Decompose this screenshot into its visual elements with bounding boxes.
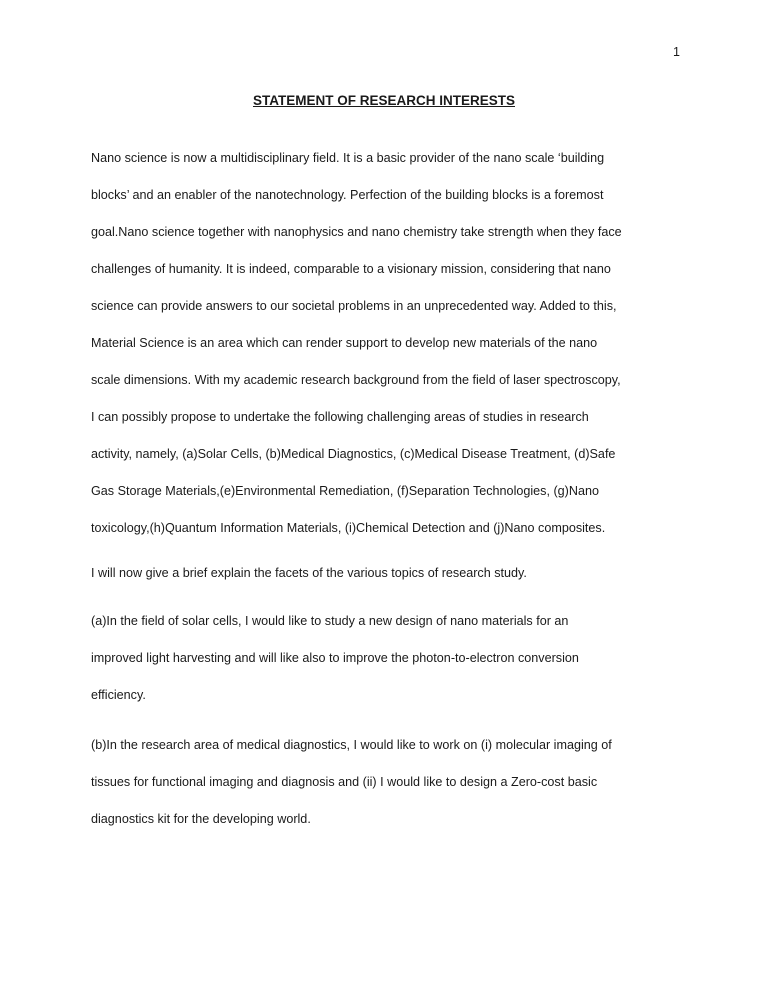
paragraph-intro — [91, 140, 691, 547]
paragraph-line: Nano science is now a multidisciplinary field. It is a basic provider of the nano scale ‘building — [91, 151, 605, 165]
paragraph-overview — [91, 555, 691, 592]
paragraph-line: (b)In the research area of medical diagnostics, I would like to work on (i) molecular imaging of — [91, 738, 612, 752]
paragraph-line: science can provide answers to our societal problems in an unprecedented way. Added to this, — [91, 299, 617, 313]
paragraph-line: I will now give a brief explain the facets of the various topics of research study. — [91, 566, 527, 580]
paragraph-line: challenges of humanity. It is indeed, comparable to a visionary mission, considering that nano — [91, 262, 611, 276]
paragraph-line: tissues for functional imaging and diagnosis and (ii) I would like to design a Zero-cost basic — [91, 775, 598, 789]
paragraph-line: I can possibly propose to undertake the following challenging areas of studies in research — [91, 410, 589, 424]
paragraph-line: improved light harvesting and will like also to improve the photon-to-electron conversion — [91, 651, 579, 665]
page-number: 1 — [673, 45, 680, 59]
paragraph-line: Gas Storage Materials,(e)Environmental Remediation, (f)Separation Technologies, (g)Nano — [91, 484, 599, 498]
paragraph-line: blocks’ and an enabler of the nanotechnology. Perfection of the building blocks is a foremost — [91, 188, 604, 202]
paragraph-line: goal.Nano science together with nanophysics and nano chemistry take strength when they face — [91, 225, 622, 239]
paragraph-solar-cells — [91, 603, 691, 714]
paragraph-line: activity, namely, (a)Solar Cells, (b)Medical Diagnostics, (c)Medical Disease Treatment, (d)Safe — [91, 447, 616, 461]
paragraph-line: toxicology,(h)Quantum Information Materials, (i)Chemical Detection and (j)Nano composites. — [91, 521, 606, 535]
paragraph-line: diagnostics kit for the developing world. — [91, 812, 311, 826]
paragraph-line: (a)In the field of solar cells, I would like to study a new design of nano materials for an — [91, 614, 569, 628]
document-title: STATEMENT OF RESEARCH INTERESTS — [252, 93, 515, 108]
paragraph-medical-diagnostics — [91, 727, 691, 838]
paragraph-line: Material Science is an area which can render support to develop new materials of the nano — [91, 336, 598, 350]
paragraph-line: efficiency. — [91, 688, 146, 702]
paragraph-line: scale dimensions. With my academic research background from the field of laser spectroscopy, — [91, 373, 621, 387]
